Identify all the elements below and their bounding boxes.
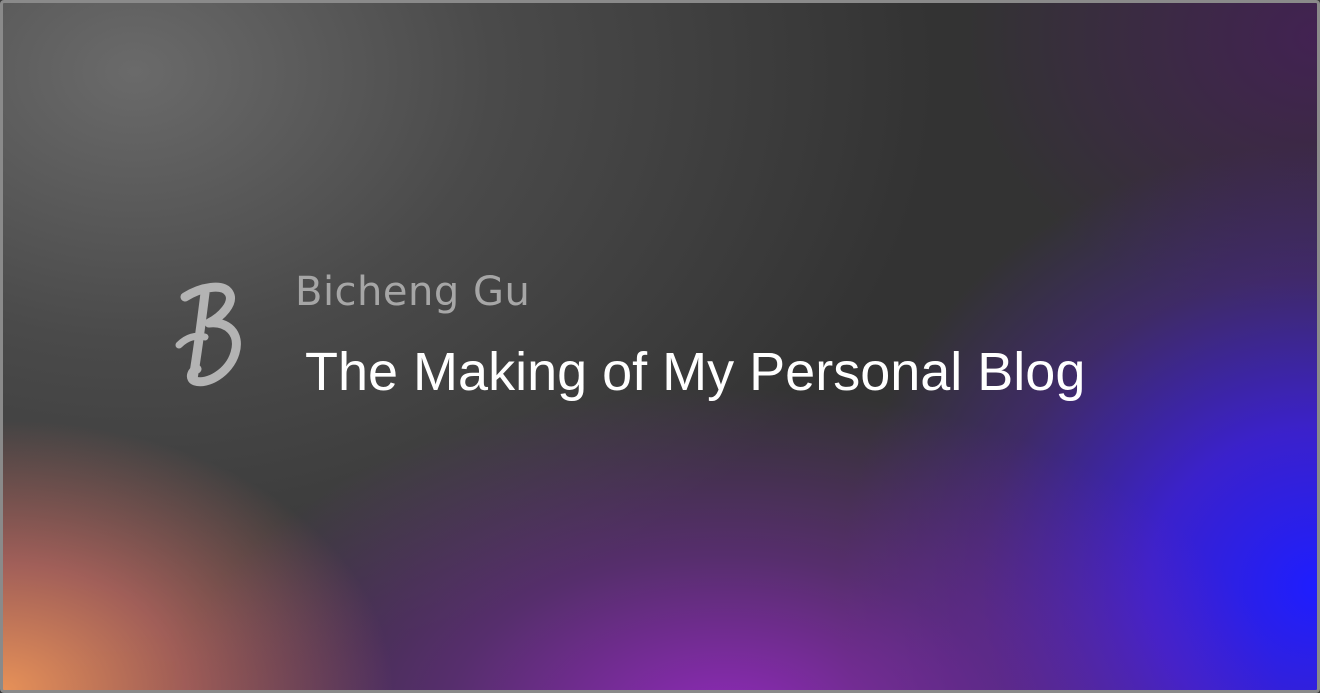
author-name: Bicheng Gu — [295, 269, 531, 315]
brand-logo-b-icon — [171, 275, 251, 395]
post-title: The Making of My Personal Blog — [305, 342, 1086, 402]
